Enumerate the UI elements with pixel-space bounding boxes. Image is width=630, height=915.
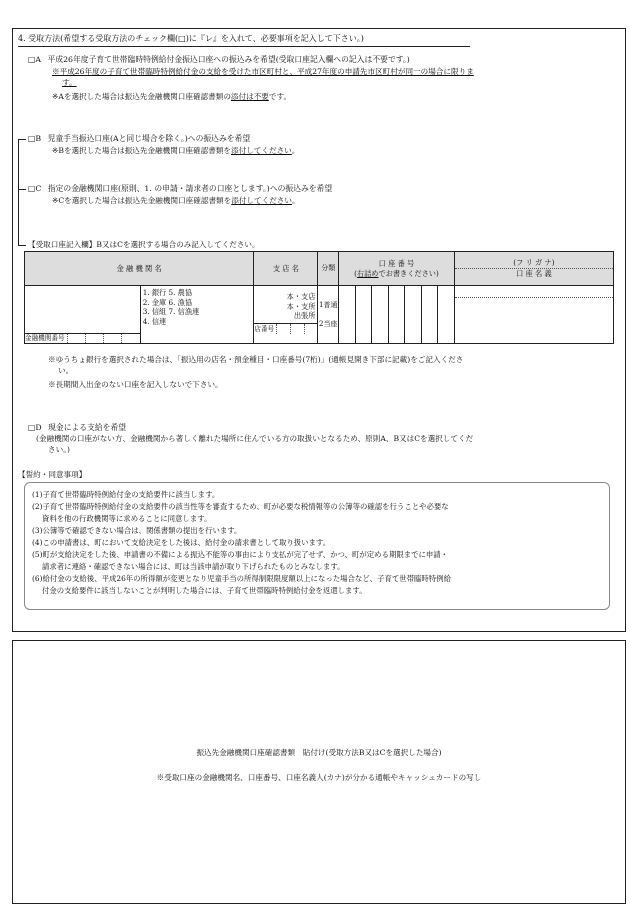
bracket-tick-c <box>18 189 26 190</box>
account-digit-5[interactable] <box>405 286 422 344</box>
option-a-note1: ※平成26年度の子育て世帯臨時特例給付金の支給を受けた市区町村と、平成27年度の申請先市区町村が同一の場合に限りま <box>52 67 474 76</box>
pledge-item-4: (4)この申請書は、町において支給決定をした後は、給付金の請求書として取り扱います。 <box>32 538 331 547</box>
section-title: 4. 受取方法(希望する受取方法のチェック欄(□)に『レ』を入れて、必要事項を記入して下さい。) <box>18 34 364 43</box>
account-digit-4[interactable] <box>388 286 405 344</box>
pledge-item-2: (2)子育て世帯臨時特例給付金の支給要件の該当性等を審査するため、町が必要な税情報等の公簿等の確認を行うことや必要な <box>32 502 449 511</box>
holder-header: (フ リ ガ ナ) 口 座 名 義 <box>454 252 613 286</box>
bracket-tick-b <box>18 139 26 140</box>
option-d[interactable] <box>28 423 126 434</box>
option-a-text: 平成26年度子育て世帯臨時特例給付金振込口座への振込みを希望(受取口座記入欄への記入は不要です。) <box>47 55 410 64</box>
account-number-header: 口 座 番 号 (右詰めでお書きください) <box>339 252 455 286</box>
account-digit-2[interactable] <box>355 286 372 344</box>
account-type-header: 分類 <box>318 252 339 286</box>
option-a-note1-cont: す。 <box>62 78 77 87</box>
option-b-text: 児童手当振込口座(Aと同じ場合を除く。)への振込みを希望 <box>47 134 251 143</box>
pledge-heading: 【誓約・同意事項】 <box>18 470 87 479</box>
bank-name-field[interactable] <box>25 286 141 344</box>
option-a-note2: ※Aを選択した場合は振込先金融機関口座確認書類の添付は不要です。 <box>52 92 292 101</box>
account-digit-6[interactable] <box>421 286 438 344</box>
branch-code-label: 店番号 <box>254 324 275 333</box>
account-table <box>24 251 614 344</box>
bracket-line <box>18 139 19 246</box>
account-digit-7[interactable] <box>438 286 455 344</box>
attachment-box <box>12 640 626 904</box>
yucho-note: ※ゆうちょ銀行を選択された場合は、「振込用の店名・預金種目・口座番号(7桁)」(通帳見開き下部に記載)をご記入くださ <box>48 355 464 364</box>
bank-name-header: 金 融 機 関 名 <box>25 252 254 286</box>
account-digit-1[interactable] <box>339 286 356 344</box>
account-type-field[interactable]: 1普通 2当座 <box>318 286 339 344</box>
pledge-item-3: (3)公簿等で確認できない場合は、関係書類の提出を行います。 <box>32 526 242 535</box>
attachment-note: ※受取口座の金融機関名、口座番号、口座名義人(カナ)が分かる通帳やキャッシュカードの写し <box>156 773 482 782</box>
branch-name-field[interactable]: 本・支店 本・支所 出張所 店番号 <box>254 286 318 344</box>
pledge-item-2-cont: 資料を他の行政機関等に求めることに同意します。 <box>42 514 212 523</box>
option-c-checkbox[interactable]: □C <box>28 184 42 193</box>
option-b-note: ※Bを選択した場合は振込先金融機関口座確認書類を添付してください。 <box>52 146 300 155</box>
option-a[interactable] <box>28 55 410 66</box>
option-c-note: ※Cを選択した場合は振込先金融機関口座確認書類を添付してください。 <box>52 196 300 205</box>
option-a-checkbox[interactable]: □A <box>28 55 41 64</box>
bank-type-cell[interactable]: 1. 銀行 5. 農協 2. 金庫 6. 漁協 3. 信組 7. 信漁連 4. 信連 <box>140 286 254 344</box>
pledge-item-5-cont: 請求者に連絡・確認できない場合には、町は当該申請が取り下げられたものとみなします。 <box>42 562 345 571</box>
dormant-account-note: ※長期間入出金のない口座を記入しないで下さい。 <box>48 380 223 389</box>
option-b-checkbox[interactable]: □B <box>28 134 42 143</box>
account-entry-heading: 【受取口座記入欄】B又はCを選択する場合のみ記入してください。 <box>28 240 260 249</box>
branch-name-header: 支 店 名 <box>254 252 318 286</box>
section-title-underline <box>18 46 470 47</box>
option-d-checkbox[interactable]: □D <box>28 423 42 432</box>
option-d-note-cont: さい。) <box>48 445 70 454</box>
yucho-note-cont: い。 <box>58 366 74 375</box>
pledge-item-1: (1)子育て世帯臨時特例給付金の支給要件に該当します。 <box>32 490 220 499</box>
pledge-item-5: (5)町が支給決定をした後、申請書の不備による振込不能等の事由により支払が完了せず、かつ、町が定める期限までに申請・ <box>32 550 449 559</box>
account-digit-3[interactable] <box>372 286 389 344</box>
option-d-text: 現金による支給を希望 <box>48 423 127 432</box>
bank-code-label: 金融機関番号 <box>25 334 65 343</box>
bracket-tick-entry <box>18 245 26 246</box>
option-b[interactable] <box>28 134 250 145</box>
pledge-item-6: (6)給付金の支給後、平成26年の所得額が変更となり児童手当の所得制限限度額以上になった場合など、子育て世帯臨時特例給 <box>32 574 451 583</box>
attachment-title: 振込先金融機関口座確認書類 貼付け(受取方法B又はCを選択した場合) <box>196 748 442 757</box>
option-c[interactable] <box>28 184 332 195</box>
account-holder-field[interactable] <box>454 286 613 344</box>
option-c-text: 指定の金融機関口座(原則、1. の申請・請求者の口座とします。)への振込みを希望 <box>47 184 333 193</box>
option-d-note: (金融機関の口座がない方、金融機関から著しく離れた場所に住んでいる方の取扱いとなるため、原則A、B又はCを選択してくだ <box>36 434 474 443</box>
pledge-item-6-cont: 付金の支給要件に該当しないことが判明した場合には、子育て世帯臨時特例給付金を返還します。 <box>42 586 367 595</box>
